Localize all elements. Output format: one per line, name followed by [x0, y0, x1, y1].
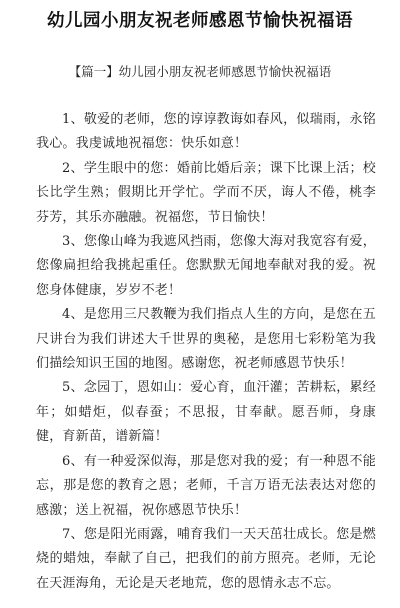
page-title: 幼儿园小朋友祝老师感恩节愉快祝福语 [47, 11, 353, 31]
paragraph-5: 5、念园丁，恩如山：爱心育，血汗灌；苦耕耘，累经年；如蜡炬，似春蚕；不思报，甘奉献。愿吾师，身康健，育新苗，谱新篇！ [36, 380, 376, 445]
article-body [36, 108, 376, 596]
paragraph-6: 6、有一种爱深似海，那是您对我的爱；有一种恩不能忘，那是您的教育之恩；老师，千言万语无法表达对您的感激；送上祝福，祝你感恩节快乐！ [36, 453, 376, 518]
paragraph-7: 7、您是阳光雨露，哺育我们一天天茁壮成长。您是燃烧的蜡烛，奉献了自己，把我们的前方照亮。老师，无论在天涯海角，无论是天老地荒，您的恩情永志不忘。 [36, 526, 376, 591]
paragraph-3: 3、您像山峰为我遮风挡雨，您像大海对我宽容有爱，您像扁担给我挑起重任。您默默无闻地奉献对我的爱。祝您身体健康，岁岁不老！ [36, 234, 376, 298]
section-heading: 【篇一】幼儿园小朋友祝老师感恩节愉快祝福语 [68, 64, 332, 79]
paragraph-4: 4、是您用三尺教鞭为我们指点人生的方向，是您在五尺讲台为我们讲述大千世界的奥秘，是您用七彩粉笔为我们描绘知识王国的地图。感谢您，祝老师感恩节快乐！ [36, 307, 376, 372]
paragraph-2: 2、学生眼中的您：婚前比婚后亲；课下比课上活；校长比学生熟；假期比开学忙。学而不厌，诲人不倦，桃李芬芳，其乐亦融融。祝福您，节日愉快！ [36, 160, 376, 225]
paragraph-1: 1、敬爱的老师，您的谆谆教诲如春风，似瑞雨，永铭我心。我虔诚地祝福您：快乐如意！ [36, 112, 376, 152]
